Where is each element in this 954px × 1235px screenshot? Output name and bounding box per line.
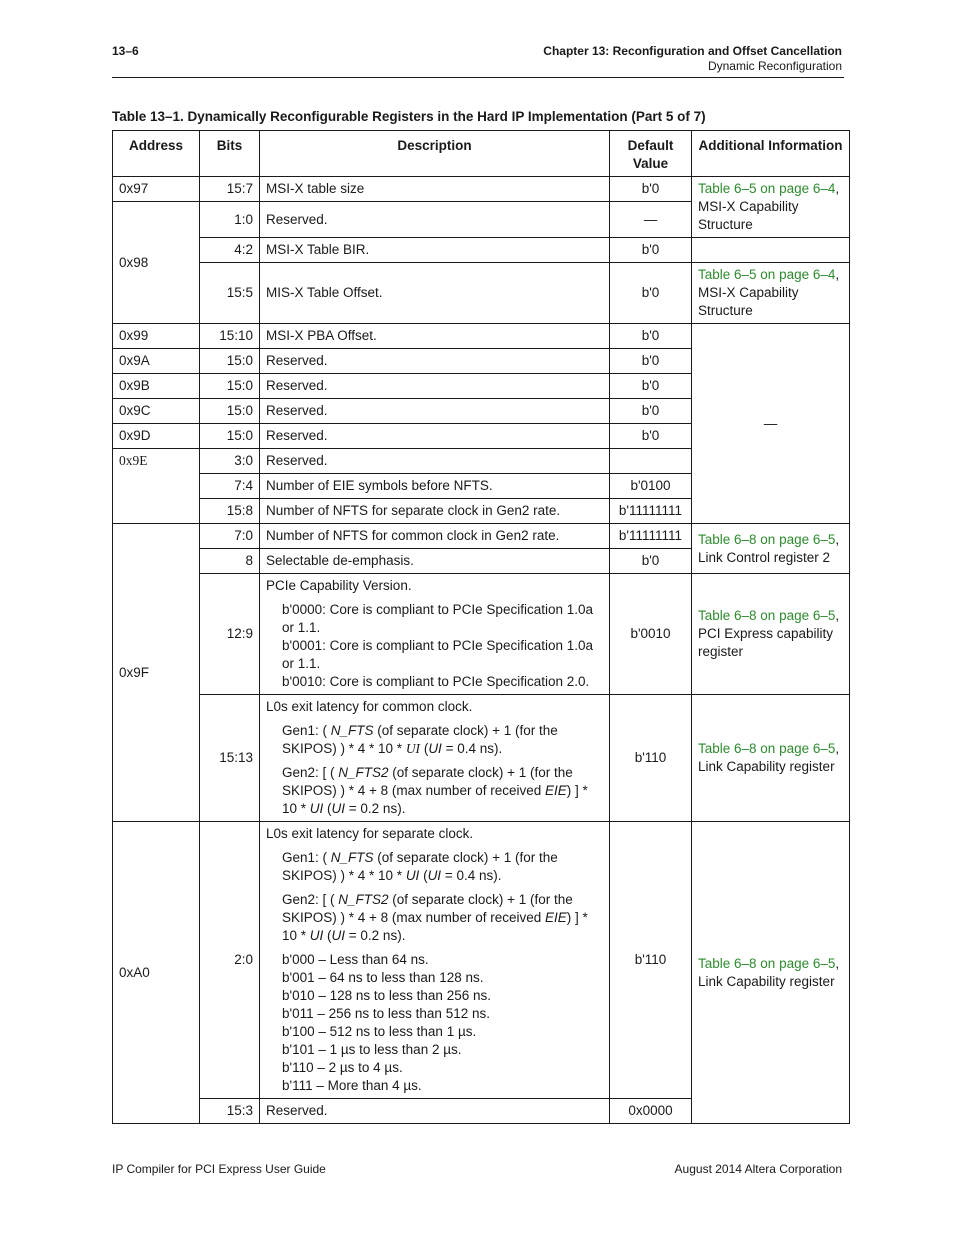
description-cell: Reserved. (260, 374, 610, 399)
description-item: b'0000: Core is compliant to PCIe Specification 1.0a or 1.1. (282, 602, 594, 635)
formula-gen2: Gen2: [ ( N_FTS2 (of separate clock) + 1 (for the SKIPOS) ) * 4 + 8 (max number of received EIE) ] * 10 * UI (UI = 0.2 ns). (282, 765, 588, 816)
cross-reference-link[interactable]: Table 6–8 on page 6–5 (698, 531, 836, 547)
default-cell: b'0 (610, 374, 692, 399)
description-item: b'0010: Core is compliant to PCIe Specification 2.0. (282, 674, 590, 689)
bits-cell: 7:4 (200, 474, 260, 499)
cross-reference-link[interactable]: Table 6–5 on page 6–4 (698, 181, 836, 196)
address-cell: 0x9E (113, 449, 200, 524)
list-item: b'001 – 64 ns to less than 128 ns. (282, 970, 484, 985)
footer-date-company: August 2014 Altera Corporation (674, 1162, 842, 1176)
cross-reference-link[interactable]: Table 6–8 on page 6–5 (698, 608, 836, 623)
latency-list (266, 951, 603, 1095)
description-cell: MSI-X table size (260, 177, 610, 202)
cross-reference-link[interactable]: Table 6–5 on page 6–4 (698, 267, 836, 282)
col-default-line2: Value (632, 156, 669, 171)
bits-cell: 8 (200, 549, 260, 574)
table-header-row (113, 131, 850, 177)
bits-cell: 15:3 (200, 1099, 260, 1124)
bits-cell: 15:13 (200, 695, 260, 822)
description-cell (260, 695, 610, 822)
list-item: b'101 – 1 µs to less than 2 µs. (282, 1042, 462, 1057)
table-row (113, 263, 850, 324)
info-text: , Link Capability register (698, 741, 840, 774)
info-text: , Link Control register 2 (698, 531, 840, 565)
bits-cell: 15:0 (200, 424, 260, 449)
address-cell: 0xA0 (113, 822, 200, 1124)
address-cell: 0x99 (113, 324, 200, 349)
description-cell: Reserved. (260, 1099, 610, 1124)
cross-reference-link[interactable]: Table 6–8 on page 6–5 (698, 741, 836, 756)
default-cell: b'0 (610, 424, 692, 449)
list-item: b'010 – 128 ns to less than 256 ns. (282, 988, 491, 1003)
col-default-line1: Default (627, 138, 674, 153)
address-cell: 0x9D (113, 424, 200, 449)
description-cell: MSI-X Table BIR. (260, 238, 610, 263)
info-cell (692, 177, 850, 238)
address-cell: 0x98 (113, 202, 200, 324)
default-cell: b'110 (610, 695, 692, 822)
bits-cell: 15:0 (200, 399, 260, 424)
bits-cell: 3:0 (200, 449, 260, 474)
description-cell: Number of EIE symbols before NFTS. (260, 474, 610, 499)
formula-gen1: Gen1: ( N_FTS (of separate clock) + 1 (for the SKIPOS) ) * 4 * 10 * UI (UI = 0.4 ns). (282, 723, 558, 756)
default-cell: b'0 (610, 324, 692, 349)
col-info: Additional Information (692, 131, 850, 177)
description-cell: Reserved. (260, 424, 610, 449)
list-item: b'100 – 512 ns to less than 1 µs. (282, 1024, 477, 1039)
info-cell (692, 524, 850, 574)
bits-cell: 7:0 (200, 524, 260, 549)
address-cell: 0x9B (113, 374, 200, 399)
table-row (113, 238, 850, 263)
description-cell: Reserved. (260, 449, 610, 474)
description-cell (260, 574, 610, 695)
bits-cell: 15:0 (200, 349, 260, 374)
info-cell (692, 263, 850, 324)
address-cell: 0x9A (113, 349, 200, 374)
address-cell: 0x97 (113, 177, 200, 202)
default-cell: 0x0000 (610, 1099, 692, 1124)
register-table (112, 130, 850, 1124)
col-default (610, 131, 692, 177)
table-row (113, 822, 850, 1099)
section-title: Dynamic Reconfiguration (707, 59, 842, 73)
default-cell: b'0010 (610, 574, 692, 695)
bits-cell: 4:2 (200, 238, 260, 263)
bits-cell: 1:0 (200, 202, 260, 238)
description-cell (260, 822, 610, 1099)
default-cell: b'0 (610, 177, 692, 202)
list-item: b'011 – 256 ns to less than 512 ns. (282, 1006, 490, 1021)
description-cell: Selectable de-emphasis. (260, 549, 610, 574)
bits-cell: 15:5 (200, 263, 260, 324)
page-number: 13–6 (112, 44, 139, 58)
description-title: PCIe Capability Version. (266, 578, 412, 593)
info-cell (692, 574, 850, 695)
info-text: , MSI-X Capability Structure (698, 181, 840, 232)
table-caption: Table 13–1. Dynamically Reconfigurable Registers in the Hard IP Implementation (Part 5 of 7) (112, 109, 706, 124)
list-item: b'110 – 2 µs to 4 µs. (282, 1060, 403, 1075)
formula-gen2: Gen2: [ ( N_FTS2 (of separate clock) + 1 (for the SKIPOS) ) * 4 + 8 (max number of received EIE) ] * 10 * UI (UI = 0.2 ns). (282, 892, 588, 943)
col-bits: Bits (200, 131, 260, 177)
info-cell (692, 695, 850, 822)
table-row (113, 177, 850, 202)
description-cell: Reserved. (260, 399, 610, 424)
col-description: Description (260, 131, 610, 177)
description-cell: Reserved. (260, 349, 610, 374)
default-cell: b'11111111 (610, 499, 692, 524)
description-title: L0s exit latency for separate clock. (266, 826, 474, 841)
cross-reference-link[interactable]: Table 6–8 on page 6–5 (698, 955, 836, 971)
info-text: , MSI-X Capability Structure (698, 267, 840, 318)
default-cell: — (610, 202, 692, 238)
address-cell: 0x9F (113, 524, 200, 822)
list-item: b'111 – More than 4 µs. (282, 1078, 422, 1093)
default-cell: b'11111111 (610, 524, 692, 549)
description-title: L0s exit latency for common clock. (266, 699, 473, 714)
description-cell: MIS-X Table Offset. (260, 263, 610, 324)
default-cell (610, 449, 692, 474)
bits-cell: 15:0 (200, 374, 260, 399)
list-item: b'000 – Less than 64 ns. (282, 952, 429, 967)
table-row (113, 695, 850, 822)
address-cell: 0x9C (113, 399, 200, 424)
table-row (113, 324, 850, 349)
default-cell: b'0100 (610, 474, 692, 499)
table-row (113, 524, 850, 549)
info-text: , Link Capability register (698, 955, 840, 989)
description-cell: Number of NFTS for common clock in Gen2 rate. (260, 524, 610, 549)
bits-cell: 15:8 (200, 499, 260, 524)
table-row (113, 574, 850, 695)
bits-cell: 2:0 (200, 822, 260, 1099)
bits-cell: 15:7 (200, 177, 260, 202)
bits-cell: 12:9 (200, 574, 260, 695)
info-text: , PCI Express capability register (698, 608, 840, 659)
info-cell (692, 238, 850, 263)
formula-gen1: Gen1: ( N_FTS (of separate clock) + 1 (for the SKIPOS) ) * 4 * 10 * UI (UI = 0.4 ns). (282, 850, 558, 883)
bits-cell: 15:10 (200, 324, 260, 349)
info-cell: — (692, 324, 850, 524)
description-item: b'0001: Core is compliant to PCIe Specification 1.0a or 1.1. (282, 638, 594, 671)
default-cell: b'0 (610, 549, 692, 574)
default-cell: b'0 (610, 238, 692, 263)
header-rule (112, 77, 844, 78)
description-cell: MSI-X PBA Offset. (260, 324, 610, 349)
default-cell: b'110 (610, 822, 692, 1099)
description-cell: Number of NFTS for separate clock in Gen2 rate. (260, 499, 610, 524)
info-cell (692, 822, 850, 1124)
description-cell: Reserved. (260, 202, 610, 238)
default-cell: b'0 (610, 263, 692, 324)
default-cell: b'0 (610, 399, 692, 424)
default-cell: b'0 (610, 349, 692, 374)
chapter-title: Chapter 13: Reconfiguration and Offset Cancellation (543, 44, 842, 58)
col-address: Address (113, 131, 200, 177)
footer-title: IP Compiler for PCI Express User Guide (112, 1162, 326, 1176)
